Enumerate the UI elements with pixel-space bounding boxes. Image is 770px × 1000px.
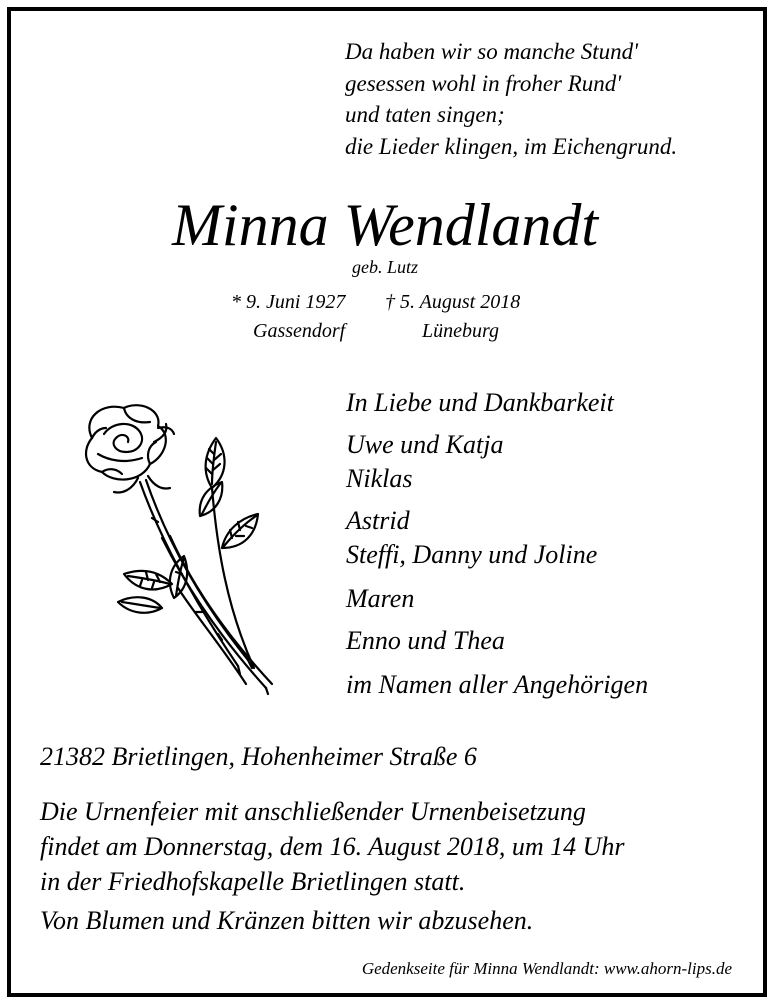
- mourner-line: Enno und Thea: [346, 626, 505, 655]
- poem-line: die Lieder klingen, im Eichengrund.: [345, 133, 678, 159]
- ceremony-line: findet am Donnerstag, dem 16. August 2018, um 14 Uhr: [40, 832, 625, 861]
- ceremony-line: in der Friedhofskapelle Brietlingen statt.: [40, 867, 466, 896]
- mourner-line: Astrid: [346, 506, 410, 535]
- memorial-page-link[interactable]: Gedenkseite für Minna Wendlandt: www.ahorn-lips.de: [361, 959, 732, 978]
- rose-icon: [62, 398, 282, 698]
- birth-place: Gassendorf: [253, 320, 346, 342]
- mourner-line: Uwe und Katja: [346, 430, 504, 459]
- mourner-line: Steffi, Danny und Joline: [346, 540, 598, 569]
- ceremony-info: [40, 794, 625, 899]
- deceased-name: Minna Wendlandt: [171, 192, 599, 258]
- mourner-line: Maren: [346, 584, 415, 613]
- mourner-line: In Liebe und Dankbarkeit: [346, 388, 614, 417]
- poem: [345, 36, 677, 162]
- death-place: Lüneburg: [422, 320, 500, 342]
- mourner-line: Niklas: [346, 464, 413, 493]
- mourner-line: im Namen aller Angehörigen: [346, 670, 649, 699]
- ceremony-line: Die Urnenfeier mit anschließender Urnenbeisetzung: [40, 797, 586, 826]
- flowers-note: Von Blumen und Kränzen bitten wir abzusehen.: [40, 906, 534, 935]
- poem-line: gesessen wohl in froher Rund': [345, 70, 622, 96]
- poem-line: Da haben wir so manche Stund': [345, 39, 639, 64]
- death-date: † 5. August 2018: [385, 291, 521, 313]
- birth-date: * 9. Juni 1927: [231, 291, 346, 313]
- maiden-name: geb. Lutz: [351, 257, 418, 277]
- poem-line: und taten singen;: [345, 102, 505, 127]
- address: 21382 Brietlingen, Hohenheimer Straße 6: [40, 742, 477, 771]
